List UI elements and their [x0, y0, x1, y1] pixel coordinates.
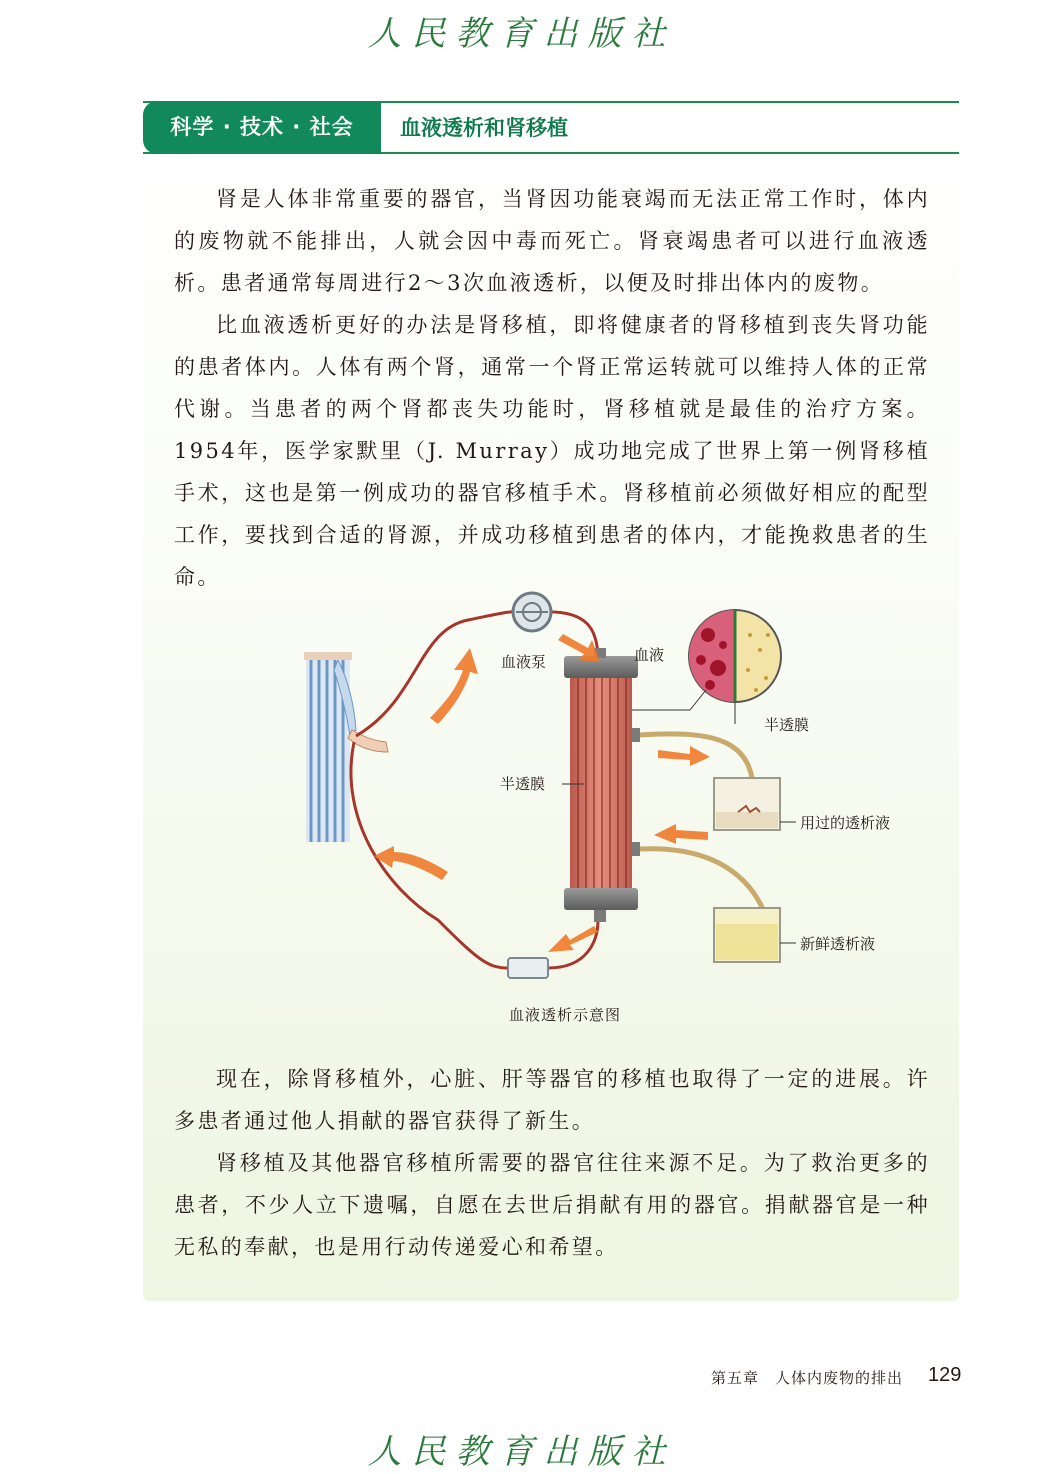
hemodialysis-illustration	[298, 590, 938, 990]
paragraph: 肾移植及其他器官移植所需要的器官往往来源不足。为了救治更多的患者，不少人立下遗嘱，自愿在去世后捐献有用的器官。捐献器官是一种无私的奉献，也是用行动传递爱心和希望。	[174, 1151, 930, 1259]
paragraph: 比血液透析更好的办法是肾移植，即将健康者的肾移植到丧失肾功能的患者体内。人体有两个肾，通常一个肾正常运转就可以维持人体的正常代谢。当患者的两个肾都丧失功能时，肾移植就是最佳的治疗方案。1954年，医学家默里（J. Murray）成功地完成了世界上第一例肾移植手术，这也是第一例成功的器官移植手术。肾移植前必须做好相应的配型工作，要找到合适的肾源，并成功移植到患者的体内，才能挽救患者的生命。	[174, 313, 930, 589]
fresh-fluid-container	[714, 908, 780, 962]
used-fluid-container	[714, 778, 780, 830]
arrow-icon	[658, 746, 710, 766]
patient-figure	[304, 652, 388, 842]
label-membrane-right: 半透膜	[764, 716, 810, 734]
arrow-icon	[430, 648, 478, 724]
flow-arrows	[374, 634, 710, 952]
publisher-logo-top: 人民教育出版社	[367, 14, 676, 54]
paragraph: 现在，除肾移植外，心脏、肝等器官的移植也取得了一定的进展。许多患者通过他人捐献的器官获得了新生。	[174, 1067, 930, 1133]
flow-meter-icon	[508, 958, 548, 978]
feature-tag: 科学 · 技术 · 社会	[143, 101, 381, 154]
body-text-bottom	[174, 1058, 930, 1268]
chapter-title: 第五章 人体内废物的排出	[710, 1369, 903, 1387]
label-used-fluid: 用过的透析液	[800, 814, 891, 832]
label-pump: 血液泵	[501, 653, 547, 671]
paragraph: 肾是人体非常重要的器官，当肾因功能衰竭而无法正常工作时，体内的废物就不能排出，人就会因中毒而死亡。肾衰竭患者可以进行血液透析。患者通常每周进行2～3次血液透析，以便及时排出体内的废物。	[174, 187, 930, 295]
page-number: 129	[928, 1364, 962, 1386]
label-membrane-left: 半透膜	[500, 775, 546, 793]
label-fresh-fluid: 新鲜透析液	[800, 935, 876, 953]
arrow-icon	[654, 824, 708, 844]
feature-title: 血液透析和肾移植	[400, 116, 568, 140]
body-text-top	[174, 178, 930, 598]
figure-caption: 血液透析示意图	[508, 1006, 621, 1024]
dialyzer-column	[564, 648, 640, 922]
label-blood: 血液	[634, 646, 665, 664]
publisher-logo-bottom: 人民教育出版社	[367, 1432, 676, 1472]
hemodialysis-diagram	[298, 590, 938, 990]
arrow-icon	[374, 846, 448, 880]
blood-pump-icon	[513, 593, 551, 631]
